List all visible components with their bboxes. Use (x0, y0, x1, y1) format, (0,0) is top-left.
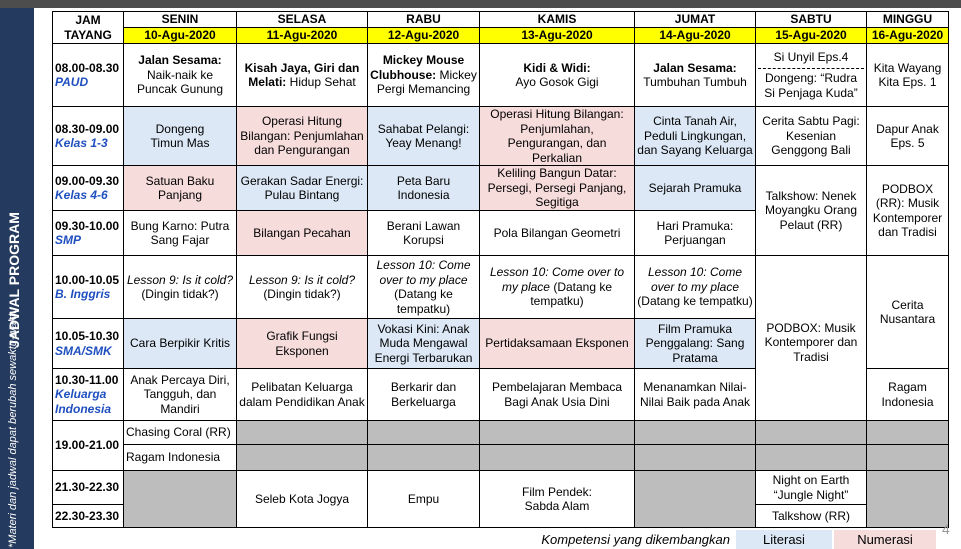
day-minggu: MINGGU (867, 12, 949, 28)
program-cell: Bung Karno: Putra Sang Fajar (124, 211, 237, 256)
program-title: Lesson 10: Come over to my place (647, 265, 743, 294)
time-cell (53, 256, 124, 319)
group-label: B. Inggris (55, 287, 111, 301)
program-cell: Dongeng Timun Mas (124, 107, 237, 166)
program-cell: Cara Berpikir Kritis (124, 319, 237, 369)
program-cell: Film Pendek: Sabda Alam (480, 471, 635, 528)
program-subtitle: Hidup Sehat (289, 75, 356, 89)
sidebar-note-text: *Materi dan jadwal dapat berubah sewaktu-waktu (7, 307, 19, 548)
row-sma-smk (53, 319, 949, 369)
time-label: 08.30-09.00 (55, 121, 120, 136)
header-row (53, 12, 949, 28)
program-title: Jalan Sesama: (653, 60, 737, 75)
empty-slot (867, 471, 949, 528)
program-cell: Pola Bilangan Geometri (480, 211, 635, 256)
program-cell: Grafik Fungsi Eksponen (237, 319, 368, 369)
program-cell: Hari Pramuka: Perjuangan (635, 211, 756, 256)
program-cell-empty (756, 256, 867, 319)
row-b-inggris (53, 256, 949, 319)
day-selasa: SELASA (237, 12, 368, 28)
program-title: Lesson 9: Is it cold? (126, 272, 234, 287)
empty-slot (237, 421, 368, 445)
program-subtitle: (Dingin tidak?) (263, 287, 341, 301)
program-cell (756, 44, 867, 107)
program-cell: Seleb Kota Jogya (237, 471, 368, 528)
program-cell: Night on Earth “Jungle Night” (756, 471, 867, 505)
legend-label: Kompetensi yang dikembangkan (541, 532, 730, 547)
time-cell (53, 319, 124, 369)
row-kelas-4-6 (53, 166, 949, 211)
program-cell: PODBOX (RR): Musik Kontemporer dan Tradisi (867, 166, 949, 256)
program-subtitle: Mickey Pergi Memancing (376, 67, 477, 97)
page-number: 4 (942, 521, 950, 537)
group-label: Kelas 4-6 (55, 188, 108, 202)
program-cell (368, 256, 480, 319)
row-19-21-b (53, 445, 949, 471)
empty-slot (480, 445, 635, 471)
program-title: Kidi & Widi: (523, 60, 591, 75)
date-sabtu: 15-Agu-2020 (756, 28, 867, 44)
program-cell: Vokasi Kini: Anak Muda Mengawal Energi Terbarukan (368, 319, 480, 369)
program-cell: Pelibatan Keluarga dalam Pendidikan Anak (237, 369, 368, 421)
time-cell (53, 471, 124, 505)
jam-label: JAM (75, 13, 101, 27)
group-label: PAUD (55, 75, 89, 89)
program-cell (635, 256, 756, 319)
program-subtitle: (Datang ke tempatku) (394, 287, 453, 316)
date-senin: 10-Agu-2020 (124, 28, 237, 44)
program-cell: Cerita Sabtu Pagi: Kesenian Genggong Bali (756, 107, 867, 166)
program-cell: Film Pramuka Penggalang: Sang Pratama (635, 319, 756, 369)
empty-slot (635, 421, 756, 445)
row-19-21-a (53, 421, 949, 445)
program-cell: Menanamkan Nilai-Nilai Baik pada Anak (635, 369, 756, 421)
program-cell (368, 44, 480, 107)
program-cell: Pembelajaran Membaca Bagi Anak Usia Dini (480, 369, 635, 421)
time-label: 22.30-23.30 (55, 508, 120, 523)
program-cell (237, 44, 368, 107)
time-label: 21.30-22.30 (55, 480, 120, 495)
program-subtitle: (Dingin tidak?) (141, 287, 219, 301)
top-bar (0, 0, 961, 8)
program-cell: Sejarah Pramuka (635, 166, 756, 211)
program-cell: Gerakan Sadar Energi: Pulau Bintang (237, 166, 368, 211)
group-label: SMP (55, 233, 82, 247)
empty-slot (867, 445, 949, 471)
program-cell: Talkshow (RR) (756, 505, 867, 528)
program-cell: Dapur Anak Eps. 5 (867, 107, 949, 166)
time-cell (53, 107, 124, 166)
group-label: SMA/SMK (55, 343, 112, 358)
program-cell (635, 44, 756, 107)
row-21-30 (53, 471, 949, 505)
legend-literasi: Literasi (736, 530, 832, 549)
time-cell (53, 44, 124, 107)
time-label: 10.00-10.05 (55, 272, 120, 287)
empty-slot (368, 445, 480, 471)
date-rabu: 12-Agu-2020 (368, 28, 480, 44)
program-cell: Cerita Nusantara (867, 256, 949, 369)
day-jumat: JUMAT (635, 12, 756, 28)
empty-slot (368, 421, 480, 445)
day-sabtu: SABTU (756, 12, 867, 28)
program-cell: Ragam Indonesia (124, 445, 237, 471)
program-cell: Keliling Bangun Datar: Persegi, Persegi Panjang, Segitiga (480, 166, 635, 211)
program-subtitle: Tumbuhan Tumbuh (643, 75, 747, 89)
program-cell: Satuan Baku Panjang (124, 166, 237, 211)
date-row (53, 28, 949, 44)
sidebar (0, 8, 34, 549)
row-paud (53, 44, 949, 107)
empty-slot (480, 421, 635, 445)
legend-numerasi: Numerasi (834, 530, 936, 549)
program-cell (124, 256, 237, 319)
program-cell: Pertidaksamaan Eksponen (480, 319, 635, 369)
day-rabu: RABU (368, 12, 480, 28)
program-cell (480, 256, 635, 319)
day-kamis: KAMIS (480, 12, 635, 28)
program-cell (237, 256, 368, 319)
program-cell: Sahabat Pelangi: Yeay Menang! (368, 107, 480, 166)
empty-slot (635, 471, 756, 528)
program-cell (480, 44, 635, 107)
row-kelas-1-3 (53, 107, 949, 166)
program-title: Jalan Sesama: (138, 53, 222, 68)
time-cell (53, 369, 124, 421)
program-cell: Chasing Coral (RR) (124, 421, 237, 445)
program-cell: Peta Baru Indonesia (368, 166, 480, 211)
sidebar-title-text: JADWAL PROGRAM (6, 212, 22, 348)
empty-slot (124, 471, 237, 528)
jam-tayang-header (53, 12, 124, 44)
time-label: 09.30-10.00 (55, 218, 120, 233)
program-cell: Bilangan Pecahan (237, 211, 368, 256)
program-cell: Operasi Hitung Bilangan: Penjumlahan, Pengurangan, dan Perkalian (480, 107, 635, 166)
empty-slot (756, 445, 867, 471)
date-jumat: 14-Agu-2020 (635, 28, 756, 44)
time-label: 10.05-10.30 (55, 329, 120, 343)
empty-slot (756, 421, 867, 445)
program-cell: Berkarir dan Berkeluarga (368, 369, 480, 421)
program-cell: Cinta Tanah Air, Peduli Lingkungan, dan Sayang Keluarga (635, 107, 756, 166)
program-cell (124, 44, 237, 107)
program-subtitle: Dongeng: “Rudra Si Penjaga Kuda” (764, 71, 858, 100)
time-cell (53, 166, 124, 211)
program-subtitle: Ayo Gosok Gigi (515, 75, 599, 89)
group-label: Kelas 1-3 (55, 136, 108, 150)
dashed-divider (758, 68, 864, 69)
time-label: 08.00-08.30 (55, 60, 120, 75)
time-label: 10.30-11.00 (55, 372, 119, 387)
program-title: Mickey Mouse Clubhouse: (370, 53, 465, 82)
program-cell: Kita Wayang Kita Eps. 1 (867, 44, 949, 107)
schedule-table (52, 11, 949, 528)
program-subtitle: Naik-naik ke Puncak Gunung (136, 67, 224, 97)
date-kamis: 13-Agu-2020 (480, 28, 635, 44)
program-cell: Berani Lawan Korupsi (368, 211, 480, 256)
time-cell (53, 211, 124, 256)
program-cell: Anak Percaya Diri, Tangguh, dan Mandiri (124, 369, 237, 421)
program-subtitle: (Datang ke tempatku) (530, 279, 613, 309)
program-cell: Empu (368, 471, 480, 528)
group-label: Keluarga Indonesia (55, 387, 112, 416)
date-selasa: 11-Agu-2020 (237, 28, 368, 44)
program-cell: Operasi Hitung Bilangan: Penjumlahan dan Pengurangan (237, 107, 368, 166)
program-title: Kisah Jaya, Giri dan Melati: (244, 60, 360, 89)
program-title: Lesson 9: Is it cold? (248, 272, 356, 287)
program-subtitle: (Datang ke tempatku) (637, 294, 753, 309)
time-cell (53, 505, 124, 528)
time-cell (53, 421, 124, 471)
time-label: 09.00-09.30 (55, 173, 120, 188)
program-title: Lesson 10: Come over to my place (489, 265, 625, 294)
date-minggu: 16-Agu-2020 (867, 28, 949, 44)
program-cell: PODBOX: Musik Kontemporer dan Tradisi (756, 319, 867, 421)
program-cell: Talkshow: Nenek Moyangku Orang Pelaut (RR) (756, 166, 867, 256)
time-label: 19.00-21.00 (55, 438, 120, 453)
program-title: Lesson 10: Come over to my place (376, 258, 471, 287)
tayang-label: TAYANG (64, 27, 112, 42)
program-title: Si Unyil Eps.4 (773, 49, 849, 64)
empty-slot (237, 445, 368, 471)
empty-slot (867, 421, 949, 445)
empty-slot (635, 445, 756, 471)
program-cell: Ragam Indonesia (867, 369, 949, 421)
day-senin: SENIN (124, 12, 237, 28)
